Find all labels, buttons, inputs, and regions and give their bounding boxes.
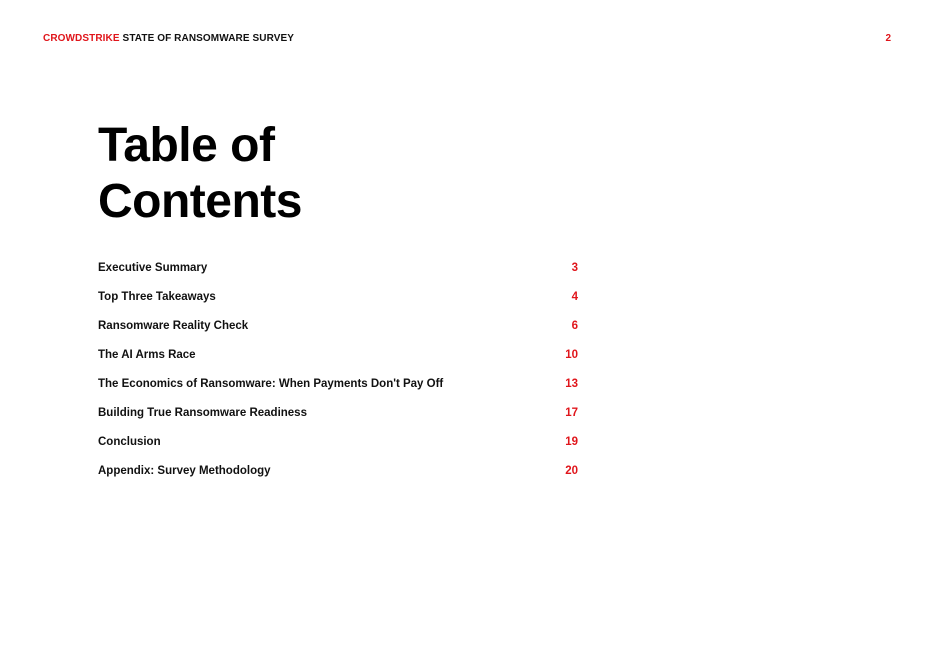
toc-item-page: 17: [565, 406, 578, 419]
toc-item-label: Top Three Takeaways: [98, 290, 216, 303]
brand-name: CROWDSTRIKE: [43, 33, 120, 44]
title-line-1: Table of: [98, 119, 275, 172]
toc-item-label: The AI Arms Race: [98, 348, 196, 361]
toc-item-top-three-takeaways[interactable]: [98, 282, 578, 311]
toc-item-page: 3: [571, 261, 578, 274]
page-number: 2: [885, 33, 891, 44]
toc-item-label: Executive Summary: [98, 261, 208, 274]
page-title: [98, 118, 302, 230]
running-header: [43, 33, 294, 44]
toc-item-label: Building True Ransomware Readiness: [98, 406, 307, 419]
toc-item-page: 6: [571, 319, 578, 332]
toc-item-label: Ransomware Reality Check: [98, 319, 249, 332]
toc-item-label: Conclusion: [98, 435, 161, 448]
toc-item-page: 19: [565, 435, 578, 448]
title-line-2: Contents: [98, 175, 302, 228]
toc-item-page: 10: [565, 348, 578, 361]
toc-item-page: 20: [565, 464, 578, 477]
toc-item-conclusion[interactable]: [98, 427, 578, 456]
toc-item-ai-arms-race[interactable]: [98, 340, 578, 369]
toc-item-page: 4: [571, 290, 578, 303]
toc-item-ransomware-readiness[interactable]: [98, 398, 578, 427]
toc-item-page: 13: [565, 377, 578, 390]
toc-item-ransomware-reality-check[interactable]: [98, 311, 578, 340]
toc-list: [98, 253, 578, 485]
toc-item-appendix-methodology[interactable]: [98, 456, 578, 485]
toc-item-economics-of-ransomware[interactable]: [98, 369, 578, 398]
toc-item-label: Appendix: Survey Methodology: [98, 464, 271, 477]
document-title: STATE OF RANSOMWARE SURVEY: [122, 33, 295, 44]
toc-item-executive-summary[interactable]: [98, 253, 578, 282]
toc-item-label: The Economics of Ransomware: When Payments Don't Pay Off: [98, 377, 444, 390]
